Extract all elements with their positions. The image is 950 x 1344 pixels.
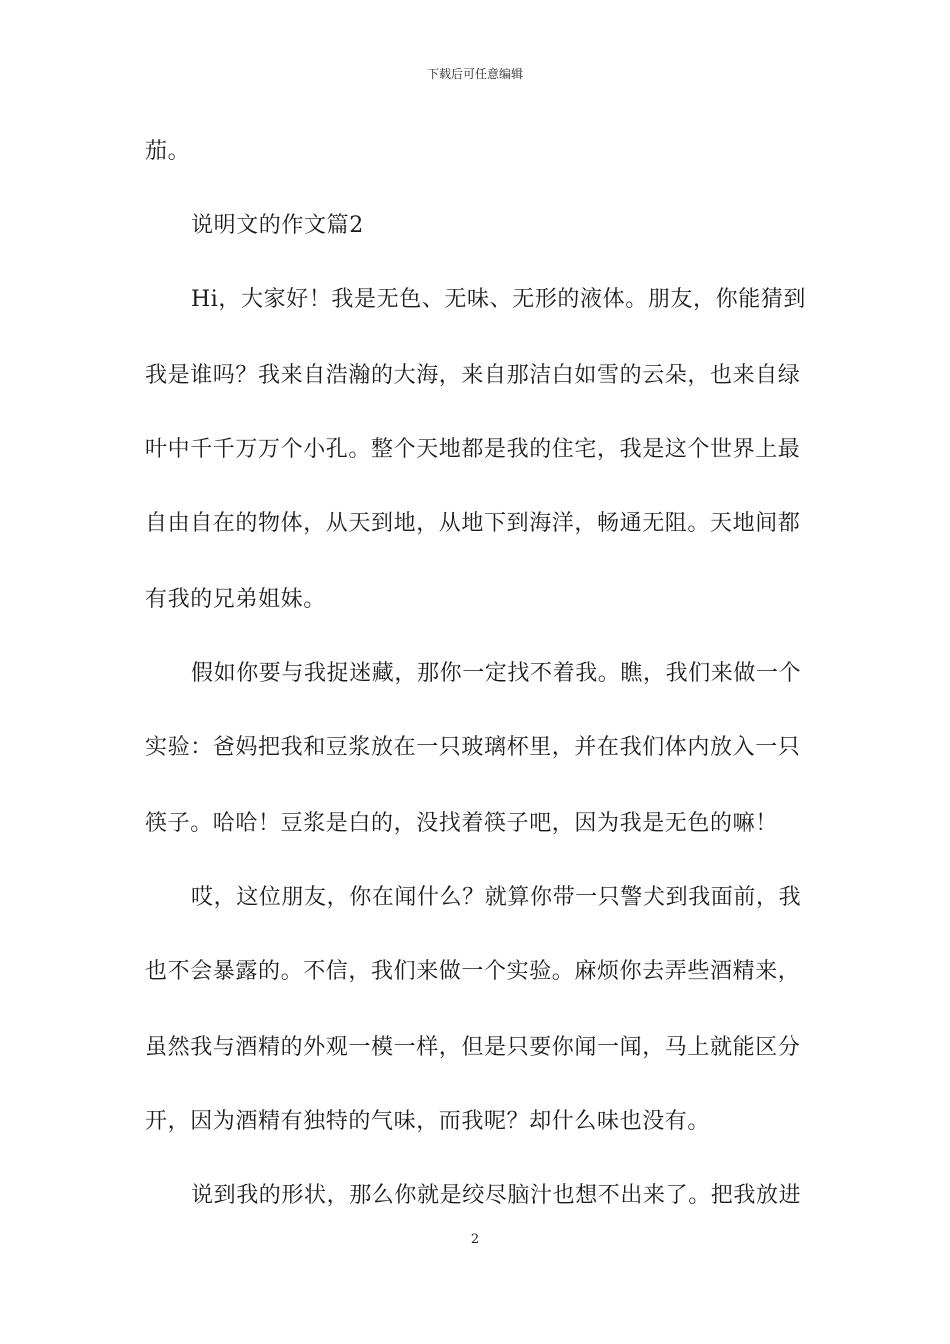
text-line: 虽然我与酒精的外观一模一样，但是只要你闻一闻，马上就能区分 [145,1035,801,1060]
text-line: 说到我的形状，那么你就是绞尽脑汁也想不出来了。把我放进 [191,1183,802,1208]
text-line: 茄。 [145,139,191,164]
text-line: 我是谁吗？我来自浩瀚的大海，来自那洁白如雪的云朵，也来自绿 [145,363,801,388]
text-line: Hi，大家好！我是无色、无味、无形的液体。朋友，你能猜到 [191,287,807,312]
section-heading: 说明文的作文篇2 [191,213,364,238]
text-line: 实验：爸妈把我和豆浆放在一只玻璃杯里，并在我们体内放入一只 [145,735,801,760]
text-line: 哎，这位朋友，你在闻什么？就算你带一只警犬到我面前，我 [191,885,802,910]
page-header: 下载后可任意编辑 [426,67,523,81]
text-line: 有我的兄弟姐妹。 [145,587,326,612]
text-line: 自由自在的物体，从天到地，从地下到海洋，畅通无阻。天地间都 [145,511,801,536]
text-line: 假如你要与我捉迷藏，那你一定找不着我。瞧，我们来做一个 [191,661,802,686]
text-line: 开，因为酒精有独特的气味，而我呢？却什么味也没有。 [145,1109,711,1134]
page-number: 2 [470,1232,480,1247]
text-line: 也不会暴露的。不信，我们来做一个实验。麻烦你去弄些酒精来， [145,959,801,984]
text-line: 叶中千千万万个小孔。整个天地都是我的住宅，我是这个世界上最 [145,437,801,462]
text-line: 筷子。哈哈！豆浆是白的，没找着筷子吧，因为我是无色的嘛！ [145,811,778,836]
